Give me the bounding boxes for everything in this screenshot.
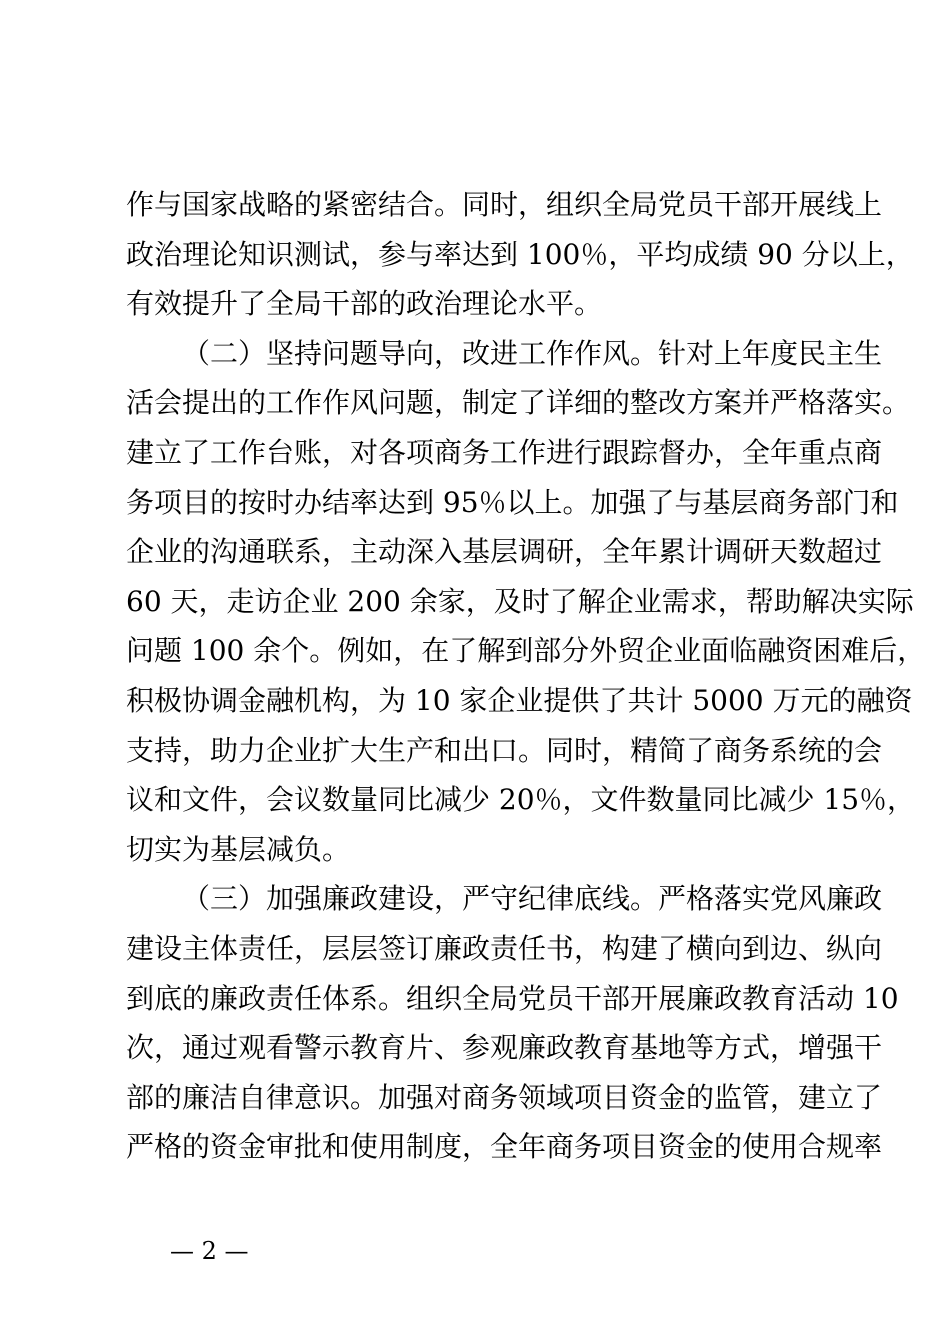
text-line: 支持，助力企业扩大生产和出口。同时，精简了商务系统的会 xyxy=(126,733,883,767)
text-line: 政治理论知识测试，参与率达到 100％，平均成绩 90 分以上， xyxy=(126,237,914,271)
section-heading-line: （二）坚持问题导向，改进工作作风。针对上年度民主生 xyxy=(182,336,883,370)
text-line: 严格的资金审批和使用制度，全年商务项目资金的使用合规率 xyxy=(126,1130,883,1164)
text-line: 企业的沟通联系，主动深入基层调研，全年累计调研天数超过 xyxy=(126,535,883,569)
text-line: 议和文件，会议数量同比减少 20％，文件数量同比减少 15％， xyxy=(126,783,916,817)
text-line: 问题 100 余个。例如，在了解到部分外贸企业面临融资困难后， xyxy=(126,634,926,668)
text-line: 有效提升了全局干部的政治理论水平。 xyxy=(126,287,603,321)
page-number: — 2 — xyxy=(170,1237,249,1265)
text-line: 60 天，走访企业 200 余家，及时了解企业需求，帮助解决实际 xyxy=(126,584,914,618)
text-line: 建设主体责任，层层签订廉政责任书，构建了横向到边、纵向 xyxy=(126,931,883,965)
text-line: 务项目的按时办结率达到 95％以上。加强了与基层商务部门和 xyxy=(126,485,899,519)
text-line: 切实为基层减负。 xyxy=(126,832,351,866)
text-line: 次，通过观看警示教育片、参观廉政教育基地等方式，增强干 xyxy=(126,1031,883,1065)
text-line: 活会提出的工作作风问题，制定了详细的整改方案并严格落实。 xyxy=(126,386,911,420)
section-heading-line: （三）加强廉政建设，严守纪律底线。严格落实党风廉政 xyxy=(182,882,883,916)
text-line: 建立了工作台账，对各项商务工作进行跟踪督办，全年重点商 xyxy=(126,435,883,469)
text-line: 到底的廉政责任体系。组织全局党员干部开展廉政教育活动 10 xyxy=(126,981,899,1015)
document-body xyxy=(126,180,926,1172)
text-line: 作与国家战略的紧密结合。同时，组织全局党员干部开展线上 xyxy=(126,188,883,221)
text-line: 部的廉洁自律意识。加强对商务领域项目资金的监管，建立了 xyxy=(126,1080,883,1114)
text-line: 积极协调金融机构，为 10 家企业提供了共计 5000 万元的融资 xyxy=(126,683,913,717)
